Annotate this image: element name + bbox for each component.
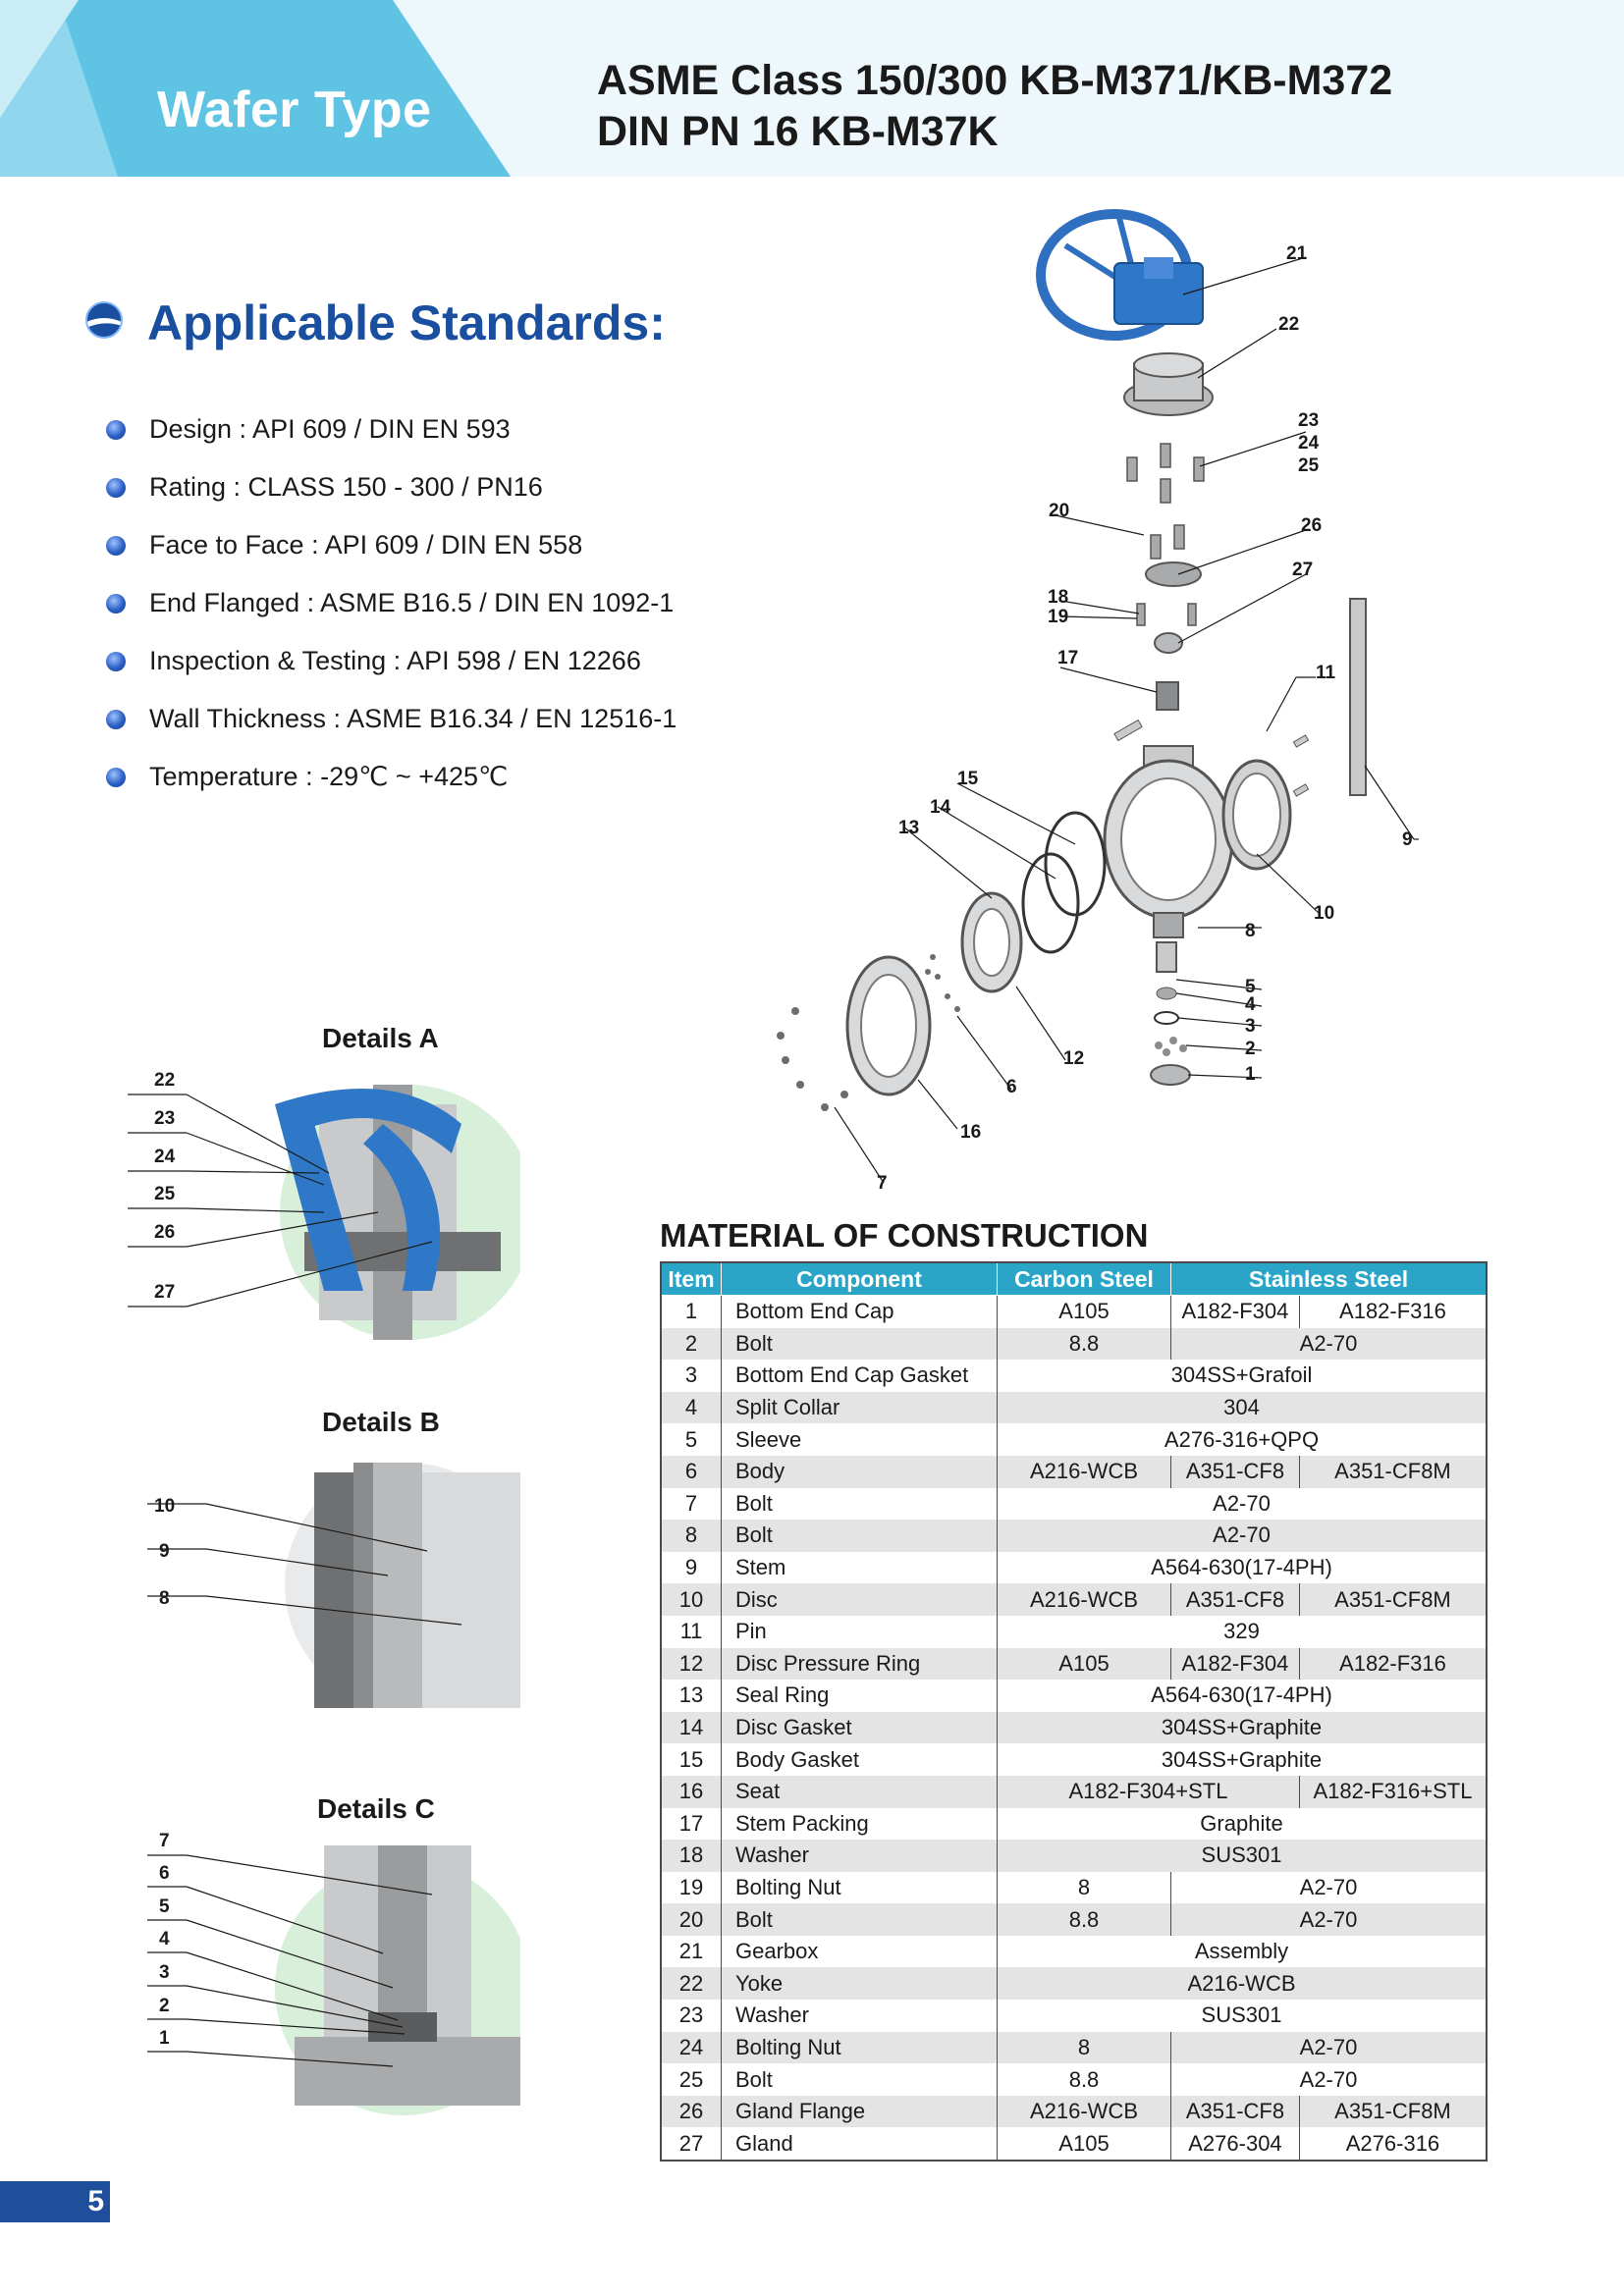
bullet-icon bbox=[106, 478, 126, 498]
table-cell: 8 bbox=[998, 2032, 1171, 2064]
exploded-label: 10 bbox=[1314, 903, 1335, 924]
table-cell: 8.8 bbox=[998, 1328, 1171, 1361]
table-cell: 304SS+Graphite bbox=[998, 1712, 1488, 1744]
standards-heading: Applicable Standards: bbox=[147, 295, 666, 350]
details-c-title: Details C bbox=[317, 1793, 435, 1824]
table-cell: A276-316 bbox=[1299, 2127, 1487, 2161]
table-cell: 25 bbox=[661, 2063, 722, 2096]
bullet-icon bbox=[106, 710, 126, 729]
exploded-label: 16 bbox=[960, 1122, 982, 1143]
table-row bbox=[661, 1712, 1487, 1744]
table-cell: Gearbox bbox=[722, 1936, 998, 1968]
table-cell: Disc Pressure Ring bbox=[722, 1648, 998, 1681]
details-a-callout: 27 bbox=[154, 1282, 176, 1303]
table-cell: A2-70 bbox=[1171, 2063, 1488, 2096]
table-cell: 20 bbox=[661, 1903, 722, 1936]
details-b-callout: 8 bbox=[159, 1588, 170, 1609]
table-cell: 27 bbox=[661, 2127, 722, 2161]
table-cell: 13 bbox=[661, 1680, 722, 1712]
table-cell: A564-630(17-4PH) bbox=[998, 1680, 1488, 1712]
table-cell: A2-70 bbox=[1171, 1328, 1488, 1361]
table-cell: 26 bbox=[661, 2096, 722, 2128]
table-cell: A182-F316 bbox=[1299, 1296, 1487, 1328]
details-c-callout: 4 bbox=[159, 1929, 170, 1949]
table-cell: Body bbox=[722, 1456, 998, 1488]
table-cell: Seal Ring bbox=[722, 1680, 998, 1712]
standard-item: Design : API 609 / DIN EN 593 bbox=[106, 412, 677, 470]
table-row bbox=[661, 1296, 1487, 1328]
table-row bbox=[661, 1680, 1487, 1712]
table-cell: Yoke bbox=[722, 1967, 998, 2000]
details-b-illustration bbox=[147, 1453, 520, 1718]
table-cell: A351-CF8M bbox=[1299, 1456, 1487, 1488]
table-row bbox=[661, 1903, 1487, 1936]
table-cell: 15 bbox=[661, 1743, 722, 1776]
table-cell: A105 bbox=[998, 2127, 1171, 2161]
details-c-callout: 6 bbox=[159, 1863, 170, 1884]
exploded-label: 6 bbox=[1006, 1077, 1017, 1097]
details-a-illustration bbox=[128, 1065, 520, 1360]
table-cell: A182-F304 bbox=[1171, 1296, 1300, 1328]
table-row bbox=[661, 1776, 1487, 1808]
table-cell: 16 bbox=[661, 1776, 722, 1808]
exploded-label: 8 bbox=[1245, 921, 1256, 941]
exploded-label: 9 bbox=[1402, 829, 1413, 850]
details-c-callout: 2 bbox=[159, 1996, 170, 2016]
table-cell: A351-CF8M bbox=[1299, 2096, 1487, 2128]
page-title-line1: ASME Class 150/300 KB-M371/KB-M372 bbox=[597, 57, 1393, 104]
table-row bbox=[661, 1872, 1487, 1904]
material-table bbox=[660, 1261, 1488, 2162]
table-cell: Bolt bbox=[722, 1903, 998, 1936]
exploded-label: 18 bbox=[1048, 587, 1069, 608]
exploded-label: 25 bbox=[1298, 455, 1320, 476]
standards-list bbox=[106, 412, 677, 818]
details-b-title: Details B bbox=[322, 1407, 440, 1437]
details-a-callout: 26 bbox=[154, 1222, 176, 1243]
standard-item: Rating : CLASS 150 - 300 / PN16 bbox=[106, 470, 677, 528]
col-carbon-header: Carbon Steel bbox=[998, 1262, 1171, 1296]
table-cell: 8.8 bbox=[998, 1903, 1171, 1936]
table-cell: A182-F304+STL bbox=[998, 1776, 1300, 1808]
table-cell: A2-70 bbox=[998, 1488, 1488, 1521]
table-cell: Bolt bbox=[722, 2063, 998, 2096]
table-cell: 21 bbox=[661, 1936, 722, 1968]
table-cell: A182-F316 bbox=[1299, 1648, 1487, 1681]
exploded-label: 11 bbox=[1316, 663, 1336, 683]
table-cell: 6 bbox=[661, 1456, 722, 1488]
table-cell: A216-WCB bbox=[998, 1967, 1488, 2000]
table-cell: 329 bbox=[998, 1616, 1488, 1648]
exploded-label: 19 bbox=[1048, 607, 1069, 627]
exploded-label: 17 bbox=[1057, 648, 1079, 668]
table-cell: Graphite bbox=[998, 1808, 1488, 1841]
table-cell: 12 bbox=[661, 1648, 722, 1681]
bullet-icon bbox=[106, 420, 126, 440]
table-cell: Bolt bbox=[722, 1520, 998, 1552]
table-cell: 8.8 bbox=[998, 2063, 1171, 2096]
table-cell: A216-WCB bbox=[998, 1456, 1171, 1488]
table-row bbox=[661, 1936, 1487, 1968]
table-cell: 23 bbox=[661, 2000, 722, 2032]
table-cell: Bottom End Cap bbox=[722, 1296, 998, 1328]
table-cell: A276-316+QPQ bbox=[998, 1423, 1488, 1456]
table-cell: 304SS+Grafoil bbox=[998, 1360, 1488, 1392]
table-cell: Bolting Nut bbox=[722, 1872, 998, 1904]
material-table-title: MATERIAL OF CONSTRUCTION bbox=[660, 1217, 1149, 1254]
details-c-callout: 3 bbox=[159, 1962, 170, 1983]
table-cell: SUS301 bbox=[998, 1840, 1488, 1872]
col-item-header: Item bbox=[661, 1262, 722, 1296]
product-type-tag: Wafer Type bbox=[157, 81, 432, 138]
standard-item: Face to Face : API 609 / DIN EN 558 bbox=[106, 528, 677, 586]
details-a-callout: 25 bbox=[154, 1184, 176, 1204]
table-cell: 7 bbox=[661, 1488, 722, 1521]
exploded-label: 1 bbox=[1245, 1064, 1256, 1085]
table-row bbox=[661, 2127, 1487, 2161]
table-cell: Disc Gasket bbox=[722, 1712, 998, 1744]
table-row bbox=[661, 1360, 1487, 1392]
table-cell: A276-304 bbox=[1171, 2127, 1300, 2161]
table-cell: 22 bbox=[661, 1967, 722, 2000]
table-cell: Pin bbox=[722, 1616, 998, 1648]
bullet-icon bbox=[106, 768, 126, 787]
table-cell: Assembly bbox=[998, 1936, 1488, 1968]
exploded-label: 5 bbox=[1245, 977, 1256, 997]
details-a-callout: 23 bbox=[154, 1108, 176, 1129]
exploded-label: 14 bbox=[930, 797, 951, 818]
exploded-label: 24 bbox=[1298, 433, 1320, 454]
table-cell: 10 bbox=[661, 1583, 722, 1616]
details-b-callout: 9 bbox=[159, 1541, 170, 1562]
table-cell: Bottom End Cap Gasket bbox=[722, 1360, 998, 1392]
table-cell: A182-F304 bbox=[1171, 1648, 1300, 1681]
globe-icon bbox=[84, 300, 124, 340]
table-row bbox=[661, 1423, 1487, 1456]
table-cell: 9 bbox=[661, 1552, 722, 1584]
table-cell: SUS301 bbox=[998, 2000, 1488, 2032]
table-row bbox=[661, 1743, 1487, 1776]
table-cell: A564-630(17-4PH) bbox=[998, 1552, 1488, 1584]
table-row bbox=[661, 1808, 1487, 1841]
table-row bbox=[661, 1552, 1487, 1584]
table-cell: Body Gasket bbox=[722, 1743, 998, 1776]
exploded-label: 3 bbox=[1245, 1016, 1256, 1037]
exploded-label: 23 bbox=[1298, 410, 1320, 431]
details-c-callout: 7 bbox=[159, 1831, 170, 1851]
table-row bbox=[661, 1616, 1487, 1648]
exploded-label: 13 bbox=[898, 818, 920, 838]
exploded-label: 20 bbox=[1049, 501, 1070, 521]
table-cell: A351-CF8 bbox=[1171, 2096, 1300, 2128]
exploded-label: 7 bbox=[877, 1173, 888, 1194]
table-cell: Sleeve bbox=[722, 1423, 998, 1456]
table-cell: Washer bbox=[722, 2000, 998, 2032]
standard-item: Inspection & Testing : API 598 / EN 12266 bbox=[106, 644, 677, 702]
exploded-label: 27 bbox=[1292, 560, 1314, 580]
table-cell: 2 bbox=[661, 1328, 722, 1361]
table-cell: 1 bbox=[661, 1296, 722, 1328]
table-row bbox=[661, 1456, 1487, 1488]
table-cell: 19 bbox=[661, 1872, 722, 1904]
table-row bbox=[661, 2032, 1487, 2064]
table-cell: A351-CF8 bbox=[1171, 1456, 1300, 1488]
table-row bbox=[661, 2096, 1487, 2128]
table-cell: 8 bbox=[661, 1520, 722, 1552]
table-cell: A182-F316+STL bbox=[1299, 1776, 1487, 1808]
table-cell: 8 bbox=[998, 1872, 1171, 1904]
table-cell: A351-CF8M bbox=[1299, 1583, 1487, 1616]
exploded-label: 21 bbox=[1286, 243, 1308, 264]
bullet-icon bbox=[106, 536, 126, 556]
page-header bbox=[0, 0, 1624, 177]
table-row bbox=[661, 1967, 1487, 2000]
details-c-callout: 1 bbox=[159, 2028, 170, 2049]
table-row bbox=[661, 1328, 1487, 1361]
table-row bbox=[661, 1583, 1487, 1616]
table-cell: 304SS+Graphite bbox=[998, 1743, 1488, 1776]
table-row bbox=[661, 2000, 1487, 2032]
table-cell: Stem bbox=[722, 1552, 998, 1584]
details-b-callout: 10 bbox=[154, 1496, 176, 1517]
table-cell: A216-WCB bbox=[998, 1583, 1171, 1616]
table-cell: 14 bbox=[661, 1712, 722, 1744]
exploded-label: 26 bbox=[1301, 515, 1323, 536]
table-cell: A2-70 bbox=[1171, 1872, 1488, 1904]
table-cell: Seat bbox=[722, 1776, 998, 1808]
table-cell: 304 bbox=[998, 1392, 1488, 1424]
table-header-row bbox=[661, 1262, 1487, 1296]
table-cell: A105 bbox=[998, 1296, 1171, 1328]
table-cell: Stem Packing bbox=[722, 1808, 998, 1841]
exploded-label: 12 bbox=[1063, 1048, 1085, 1069]
exploded-label: 15 bbox=[957, 769, 979, 789]
table-cell: Gland bbox=[722, 2127, 998, 2161]
col-component-header: Component bbox=[722, 1262, 998, 1296]
table-row bbox=[661, 1648, 1487, 1681]
exploded-label: 22 bbox=[1278, 314, 1300, 335]
standard-item: End Flanged : ASME B16.5 / DIN EN 1092-1 bbox=[106, 586, 677, 644]
standard-item: Wall Thickness : ASME B16.34 / EN 12516-1 bbox=[106, 702, 677, 760]
table-cell: A216-WCB bbox=[998, 2096, 1171, 2128]
table-cell: 3 bbox=[661, 1360, 722, 1392]
table-row bbox=[661, 2063, 1487, 2096]
col-stainless-header: Stainless Steel bbox=[1171, 1262, 1488, 1296]
table-cell: 18 bbox=[661, 1840, 722, 1872]
bullet-icon bbox=[106, 652, 126, 671]
exploded-label: 2 bbox=[1245, 1039, 1256, 1059]
table-cell: Gland Flange bbox=[722, 2096, 998, 2128]
table-cell: Disc bbox=[722, 1583, 998, 1616]
table-cell: A2-70 bbox=[1171, 1903, 1488, 1936]
table-row bbox=[661, 1392, 1487, 1424]
exploded-valve-diagram bbox=[756, 206, 1502, 1198]
details-c-illustration bbox=[147, 1836, 520, 2120]
table-cell: A2-70 bbox=[1171, 2032, 1488, 2064]
table-cell: A351-CF8 bbox=[1171, 1583, 1300, 1616]
table-cell: 24 bbox=[661, 2032, 722, 2064]
table-cell: 4 bbox=[661, 1392, 722, 1424]
table-row bbox=[661, 1488, 1487, 1521]
table-row bbox=[661, 1520, 1487, 1552]
table-cell: Washer bbox=[722, 1840, 998, 1872]
table-cell: A2-70 bbox=[998, 1520, 1488, 1552]
page-title-line2: DIN PN 16 KB-M37K bbox=[597, 108, 999, 155]
details-a-title: Details A bbox=[322, 1023, 439, 1053]
table-row bbox=[661, 1840, 1487, 1872]
bullet-icon bbox=[106, 594, 126, 614]
material-table-body bbox=[661, 1296, 1487, 2162]
standard-item: Temperature : -29℃ ~ +425℃ bbox=[106, 760, 677, 818]
page-number: 5 bbox=[0, 2181, 110, 2222]
table-cell: 5 bbox=[661, 1423, 722, 1456]
table-cell: A105 bbox=[998, 1648, 1171, 1681]
table-cell: Bolting Nut bbox=[722, 2032, 998, 2064]
table-cell: 11 bbox=[661, 1616, 722, 1648]
details-a-callout: 22 bbox=[154, 1070, 176, 1091]
exploded-label: 4 bbox=[1245, 994, 1256, 1015]
table-cell: 17 bbox=[661, 1808, 722, 1841]
table-cell: Split Collar bbox=[722, 1392, 998, 1424]
details-a-callout: 24 bbox=[154, 1147, 176, 1167]
details-c-callout: 5 bbox=[159, 1896, 170, 1917]
table-cell: Bolt bbox=[722, 1488, 998, 1521]
table-cell: Bolt bbox=[722, 1328, 998, 1361]
